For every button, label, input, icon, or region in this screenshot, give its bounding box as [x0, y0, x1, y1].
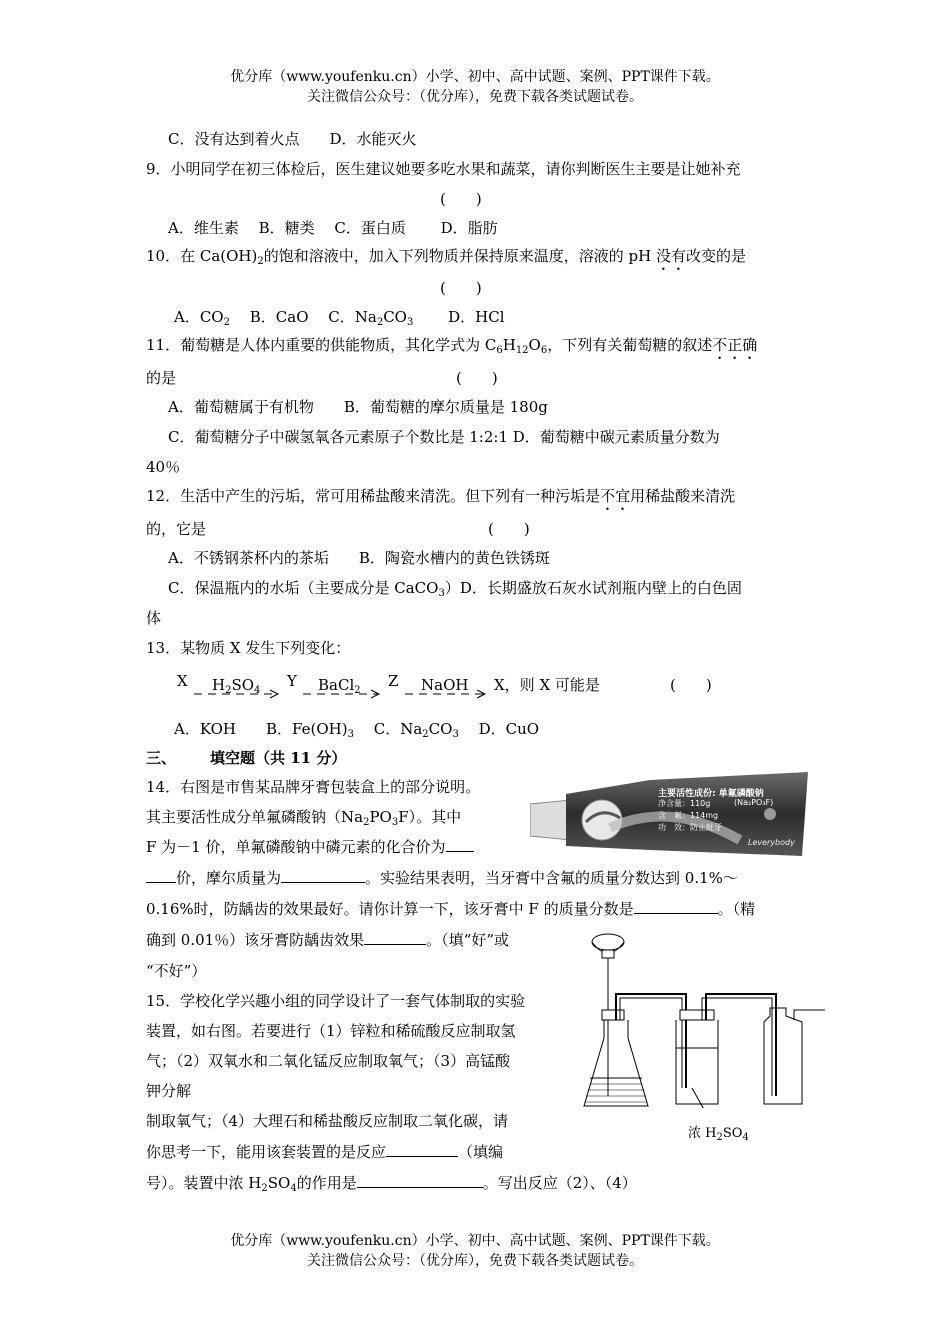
footer-line-1: 优分库（www.youfenku.cn）小学、初中、高中试题、案例、PPT课件下载。 — [230, 1233, 720, 1249]
q15-line-6: 你思考一下，能用该套装置的是反应 （填编 — [146, 1143, 504, 1161]
q14-line-1: 14．右图是市售某品牌牙膏包装盒上的部分说明。 — [146, 778, 481, 796]
toothpaste-box-figure — [530, 770, 808, 862]
q15-line-5: 制取氧气；（4）大理石和稀盐酸反应制取二氧化碳，请 — [146, 1112, 509, 1130]
q14-line-7: “不好”） — [146, 962, 207, 980]
q13-reagent-2: BaCl$_2$ — [318, 676, 361, 696]
q14-blank-effect[interactable] — [364, 930, 426, 945]
q12-options-cd: C．保温瓶内的水垢（主要成分是 CaCO$_3$）D．长期盛放石灰水试剂瓶内壁上的白色固 — [168, 579, 742, 599]
q14-blank-molar-mass[interactable] — [281, 868, 365, 883]
q12-options-ab: A．不锈钢茶杯内的茶垢 B．陶瓷水槽内的黄色铁锈斑 — [168, 549, 550, 567]
q9-stem: 9．小明同学在初三体检后，医生建议她要多吃水果和蔬菜，请你判断医生主要是让她补充 — [146, 160, 741, 178]
q13-reagent-1: $H_2SO_4$ — [212, 676, 261, 696]
q14-blank-fluorine-fraction[interactable] — [634, 899, 718, 914]
q15-line-1: 15．学校化学兴趣小组的同学设计了一套气体制取的实验 — [146, 992, 526, 1010]
toothpaste-label-ingredient: 主要活性成份: 单氟磷酸钠 — [658, 789, 764, 799]
q10-emphasis: 没有 — [655, 247, 686, 265]
q8-options-cd: C．没有达到着火点 D．水能灭火 — [168, 130, 417, 148]
q9-options: A．维生素 B．糖类 C．蛋白质 D．脂肪 — [168, 219, 498, 237]
q9-answer-paren: ( ) — [440, 190, 482, 208]
q14-line-3: F 为－1 价，单氟磷酸钠中磷元素的化合价为 — [146, 836, 474, 857]
q15-blank-reaction[interactable] — [386, 1142, 458, 1157]
q15-line-3: 气；（2）双氧水和二氧化锰反应制取氧气；（3）高锰酸 — [146, 1052, 511, 1070]
q13-stem: 13．某物质 X 发生下列变化： — [146, 639, 351, 657]
q13-x: X — [177, 672, 188, 690]
q11-options-cd: C．葡萄糖分子中碳氢氧各元素原子个数比是 1:2:1 D．葡萄糖中碳元素质量分数为 — [168, 428, 720, 446]
q15-line-4: 钾分解 — [146, 1082, 192, 1100]
q12-stem: 12．生活中产生的污垢，常可用稀盐酸来清洗。但下列有一种污垢是不宜用稀盐酸来清洗 — [146, 487, 736, 505]
q14-line-5: 0.16%时，防龋齿的效果最好。请你计算一下，该牙膏中 F 的质量分数是 。（精 — [146, 900, 756, 918]
q13-arrow-3 — [405, 688, 491, 700]
q12-emphasis: 不宜 — [600, 487, 631, 505]
section-3-number: 三、 — [146, 749, 177, 767]
q13-end-text: X，则 X 可能是 — [494, 676, 600, 694]
toothpaste-brand: Leverybody — [748, 838, 795, 847]
apparatus-label-h2so4: 浓 $H_2SO_4$ — [688, 1126, 749, 1143]
q13-answer-paren: ( ) — [670, 676, 712, 694]
q10-stem: 10．在 $Ca(OH)_2$的饱和溶液中，加入下列物质并保持原来温度，溶液的 pH 没有改变的是 — [146, 247, 746, 267]
q13-arrow-2 — [303, 688, 385, 700]
q11-stem: 11．葡萄糖是人体内重要的供能物质，其化学式为 $C_6H_{12}O_6$，下列有关葡萄糖的叙述不正确 — [146, 336, 758, 356]
q14-line-4: 价，摩尔质量为 。实验结果表明，当牙膏中含氟的质量分数达到 0.1%～ — [146, 867, 738, 888]
q12-stem-line2: 的，它是 — [146, 520, 207, 538]
q10-options: A．$CO_2$ B．CaO C．$Na_2CO_3$ D．HCl — [174, 308, 505, 328]
q13-y: Y — [287, 672, 297, 690]
q15-line-7: 号）。装置中浓 $H_2SO_4$的作用是 。写出反应（2）、（4） — [146, 1174, 637, 1194]
q11-emphasis: 不正确 — [712, 336, 758, 354]
toothpaste-label-fluoride: 含 氟：114mg — [658, 811, 719, 820]
q14-line-2: 其主要活性成分单氟磷酸钠$(Na_2PO_3F)$。其中 — [146, 808, 462, 828]
q11-stem-line2: 的是 — [146, 369, 177, 387]
q14-line-6: 确到 0.01％）该牙膏防龋齿效果 。（填“好”或 — [146, 931, 510, 949]
q12-answer-paren: ( ) — [488, 520, 530, 538]
q13-reagent-3: NaOH — [421, 676, 469, 694]
q13-arrow-1 — [194, 688, 284, 700]
gas-apparatus-figure — [580, 928, 825, 1108]
q10-answer-paren: ( ) — [440, 279, 482, 297]
header-line-2: 关注微信公众号：（优分库），免费下载各类试题试卷。 — [307, 89, 643, 105]
q13-options: A．KOH B．$Fe(OH)_3$ C．$Na_2CO_3$ D．CuO — [174, 720, 540, 740]
footer-line-2: 关注微信公众号：（优分库），免费下载各类试题试卷。 — [307, 1253, 643, 1269]
q14-blank-valence-a[interactable] — [446, 837, 474, 852]
q15-blank-purpose[interactable] — [357, 1173, 483, 1188]
q15-line-2: 装置，如右图。若要进行（1）锌粒和稀硫酸反应制取氢 — [146, 1022, 516, 1040]
q11-answer-paren: ( ) — [456, 369, 498, 387]
section-3-title: 填空题（共 11 分） — [210, 749, 347, 767]
q13-reaction-chain — [0, 666, 950, 706]
q14-blank-valence-b[interactable] — [146, 868, 176, 883]
toothpaste-label-formula: (Na₂PO₃F) — [734, 798, 774, 807]
q11-options-cd-cont: 40％ — [146, 458, 181, 476]
toothpaste-label-net: 净含量：110g — [658, 799, 711, 808]
q13-z: Z — [388, 672, 399, 690]
q12-options-cd-cont: 体 — [146, 609, 162, 627]
q11-options-ab: A．葡萄糖属于有机物 B．葡萄糖的摩尔质量是 180g — [168, 398, 548, 416]
header-line-1: 优分库（www.youfenku.cn）小学、初中、高中试题、案例、PPT课件下载。 — [230, 69, 720, 85]
toothpaste-label-effect: 功 效：防止蛀牙 — [658, 823, 722, 832]
